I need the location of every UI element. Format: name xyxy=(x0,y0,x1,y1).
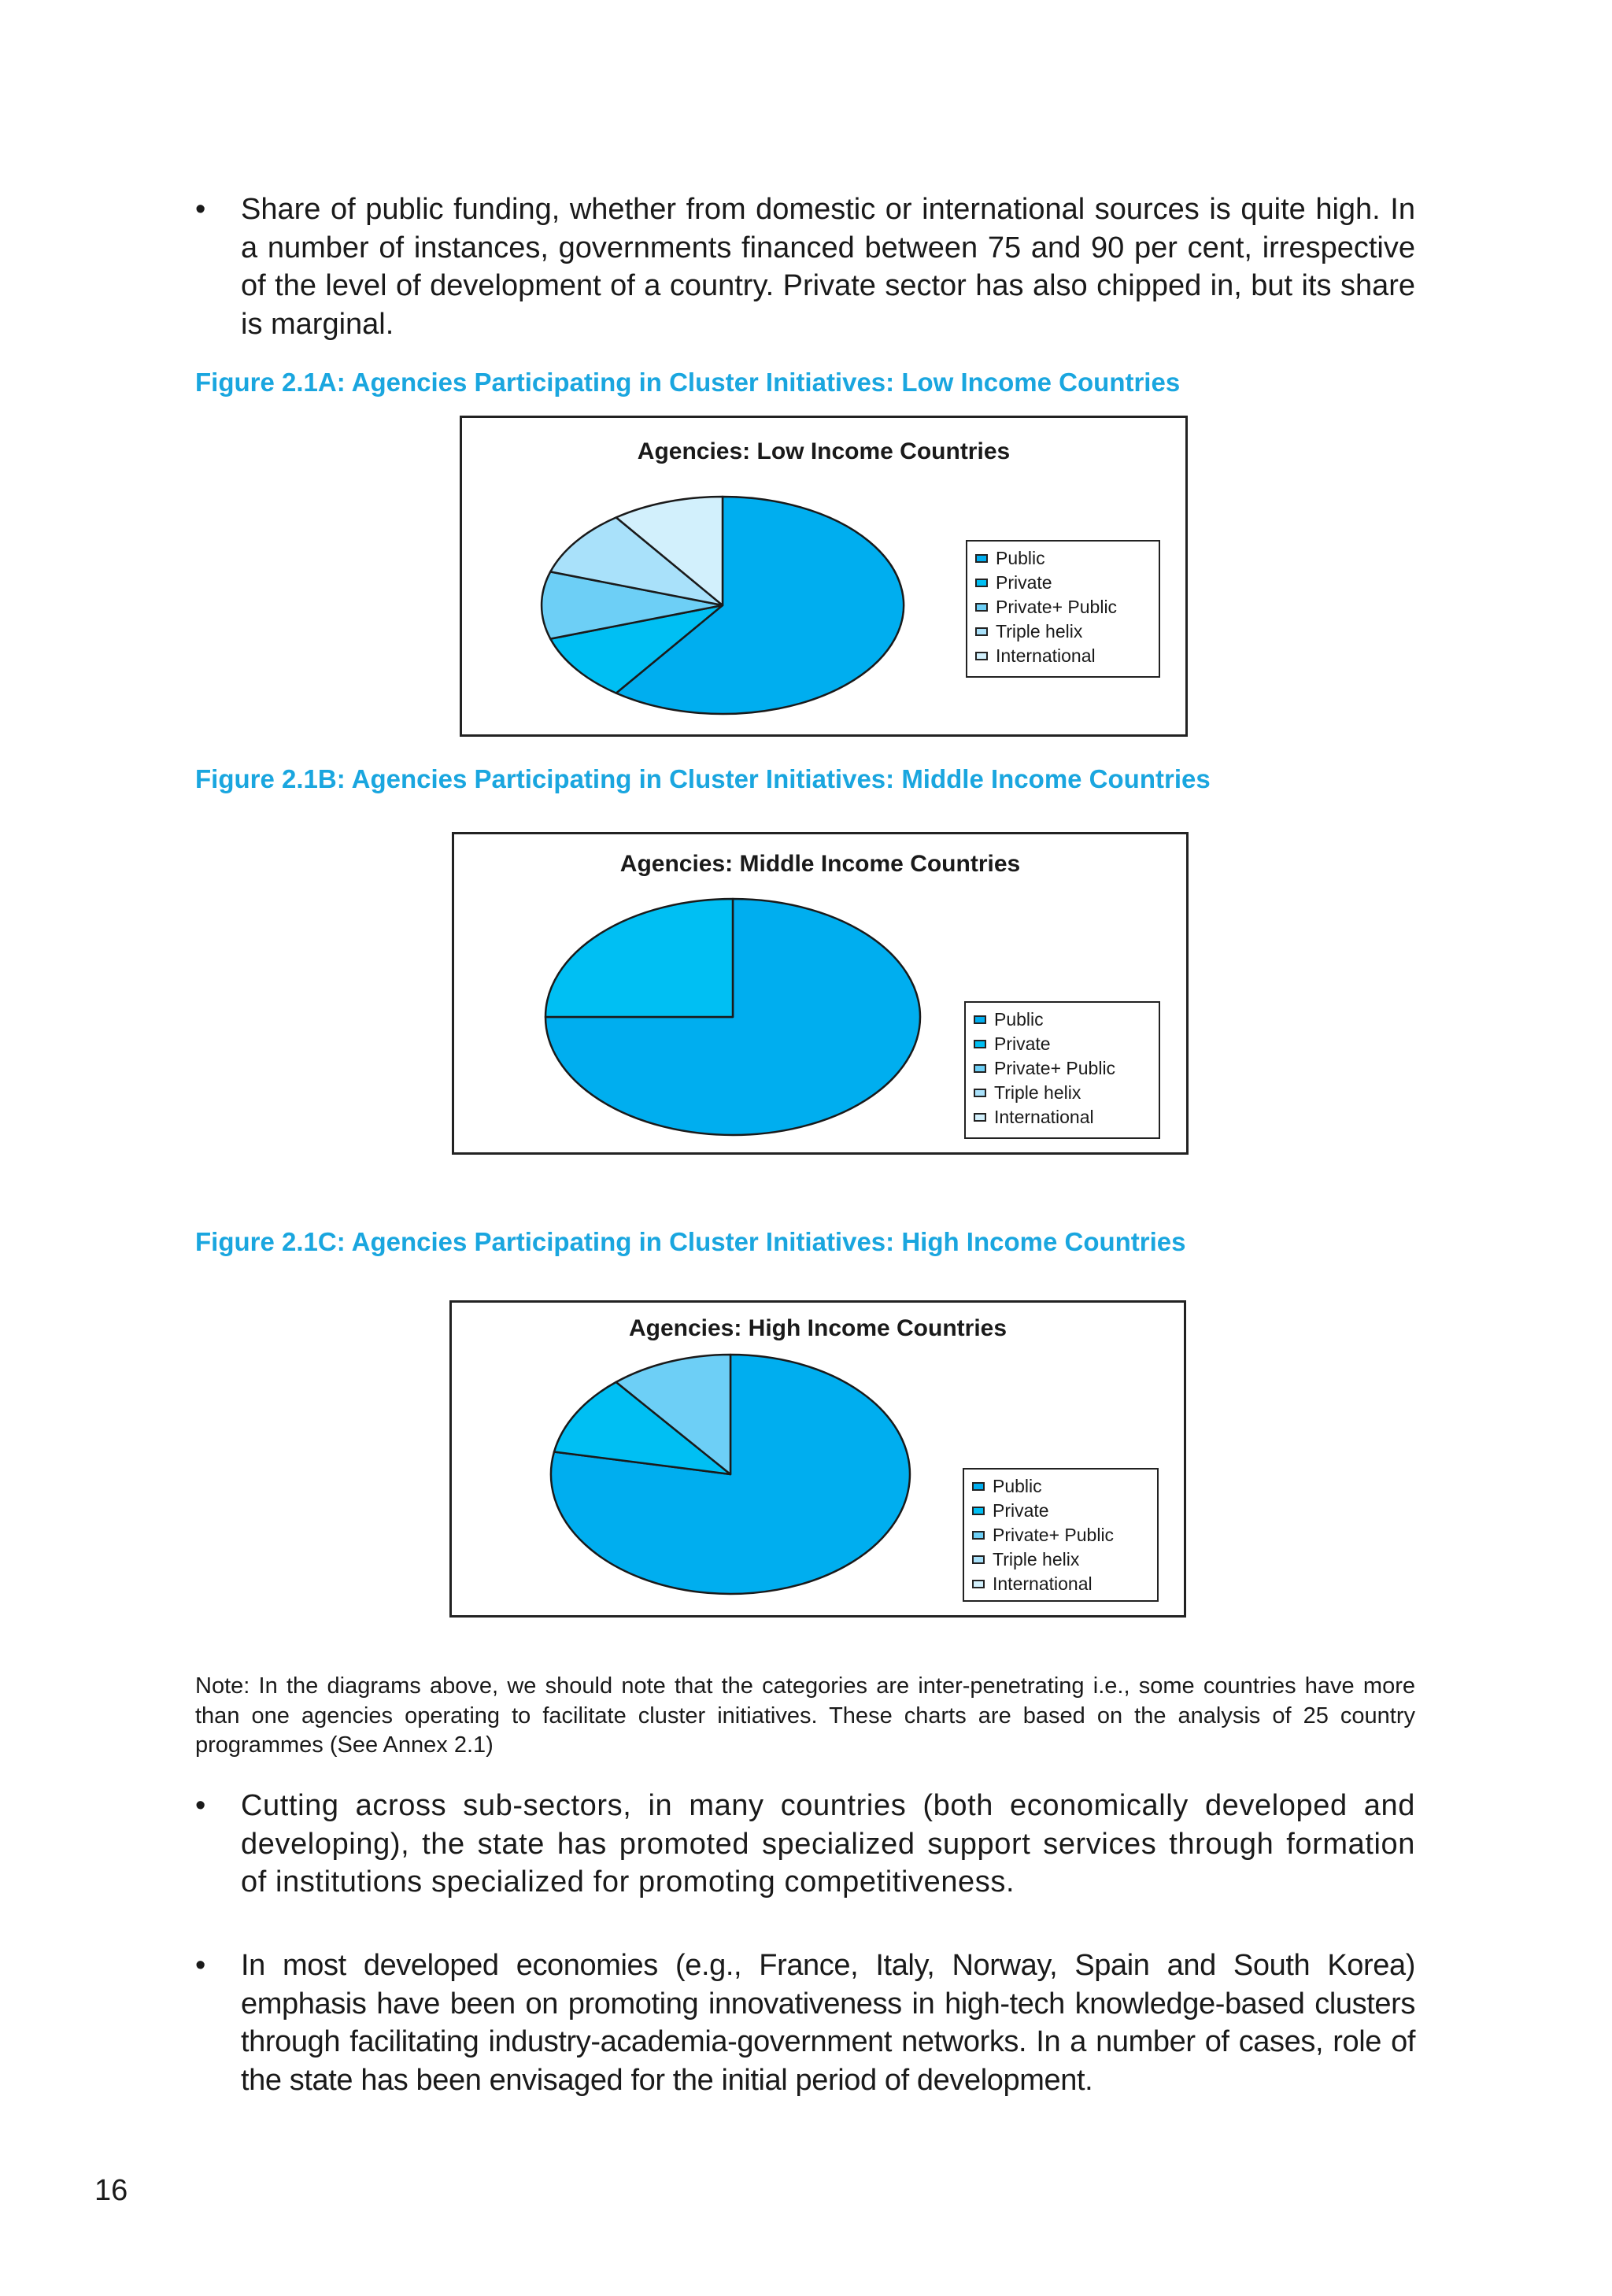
legend-item xyxy=(993,1547,1146,1572)
figure-caption-c: Figure 2.1C: Agencies Participating in Cluster Initiatives: High Income Countries xyxy=(195,1227,1186,1256)
bullet-marker: • xyxy=(195,1789,206,1822)
figure-caption-a: Figure 2.1A: Agencies Participating in Cluster Initiatives: Low Income Countries xyxy=(195,368,1181,397)
legend-label: Public xyxy=(996,548,1045,568)
legend-label: Private+ Public xyxy=(993,1525,1115,1545)
legend-swatch xyxy=(972,1507,985,1515)
legend-item xyxy=(994,1081,1148,1105)
legend-label: Triple helix xyxy=(993,1549,1080,1569)
legend-swatch xyxy=(975,554,988,563)
legend-swatch xyxy=(975,579,988,587)
legend-item xyxy=(993,1474,1146,1499)
chart-title: Agencies: Low Income Countries xyxy=(637,438,1011,464)
figure-note: Note: In the diagrams above, we should note that the categories are inter-penetrating i.e., some countries have more than one agencies operating to facilitate cluster initiatives. These charts are based on the analysis of 25 country programmes (See Annex 2.1) xyxy=(195,1673,1415,1758)
legend-label: International xyxy=(994,1107,1094,1127)
legend-swatch xyxy=(975,603,988,612)
chart-high-income xyxy=(449,1300,1186,1618)
bullet-text: In most developed economies (e.g., France, Italy, Norway, Spain and South Korea) emphasis have been on promoting innovativeness in high-tech knowledge-based clusters through facilitating industry-academia-government networks. In a number of cases, role of the state has been envisaged for the initial period of development. xyxy=(241,1949,1415,2097)
legend-item xyxy=(996,595,1148,619)
legend-label: International xyxy=(996,645,1096,666)
legend-swatch xyxy=(972,1531,985,1540)
legend-item xyxy=(996,571,1148,595)
legend-item xyxy=(993,1499,1146,1523)
legend-label: Triple helix xyxy=(994,1082,1081,1103)
legend-label: Public xyxy=(994,1009,1044,1030)
legend-item xyxy=(993,1572,1146,1596)
legend-item xyxy=(994,1105,1148,1130)
legend-label: Triple helix xyxy=(996,621,1083,641)
bullet-marker: • xyxy=(195,193,206,226)
legend-swatch xyxy=(974,1113,986,1122)
legend-swatch xyxy=(972,1482,985,1491)
legend-swatch xyxy=(975,627,988,636)
bullet-paragraph-1 xyxy=(195,190,1415,343)
pie-slice-private xyxy=(545,899,733,1017)
legend-swatch xyxy=(972,1555,985,1564)
bullet-paragraph-3 xyxy=(195,1947,1415,2099)
chart-legend xyxy=(964,1001,1160,1139)
chart-legend xyxy=(966,540,1160,678)
legend-item xyxy=(994,1032,1148,1056)
legend-label: International xyxy=(993,1573,1093,1594)
bullet-paragraph-2 xyxy=(195,1787,1415,1902)
page-number: 16 xyxy=(94,2174,128,2207)
legend-swatch xyxy=(974,1089,986,1097)
legend-label: Private+ Public xyxy=(996,597,1118,617)
legend-swatch xyxy=(975,652,988,660)
legend-swatch xyxy=(974,1015,986,1024)
legend-item xyxy=(996,619,1148,644)
legend-swatch xyxy=(974,1064,986,1073)
bullet-marker: • xyxy=(195,1949,206,1982)
legend-item xyxy=(996,546,1148,571)
legend-item xyxy=(996,644,1148,668)
bullet-text: Cutting across sub-sectors, in many countries (both economically developed and developing), the state has promoted specialized support services through formation of institutions specialized for promoting competitiveness. xyxy=(241,1789,1415,1899)
legend-label: Private xyxy=(994,1033,1051,1054)
legend-item xyxy=(993,1523,1146,1547)
chart-low-income xyxy=(460,416,1188,737)
chart-legend xyxy=(963,1468,1159,1602)
chart-middle-income xyxy=(452,832,1189,1155)
chart-title: Agencies: Middle Income Countries xyxy=(619,851,1021,877)
chart-title: Agencies: High Income Countries xyxy=(628,1315,1008,1341)
legend-label: Private xyxy=(996,572,1052,593)
legend-item xyxy=(994,1008,1148,1032)
bullet-text: Share of public funding, whether from domestic or international sources is quite high. In a number of instances, governments financed between 75 and 90 per cent, irrespective of the level of development of a country. Private sector has also chipped in, but its share is marginal. xyxy=(241,193,1415,341)
figure-caption-b: Figure 2.1B: Agencies Participating in Cluster Initiatives: Middle Income Countries xyxy=(195,764,1211,793)
legend-item xyxy=(994,1056,1148,1081)
legend-swatch xyxy=(972,1580,985,1588)
legend-label: Private xyxy=(993,1500,1049,1521)
legend-swatch xyxy=(974,1040,986,1048)
legend-label: Public xyxy=(993,1476,1042,1496)
legend-label: Private+ Public xyxy=(994,1058,1116,1078)
